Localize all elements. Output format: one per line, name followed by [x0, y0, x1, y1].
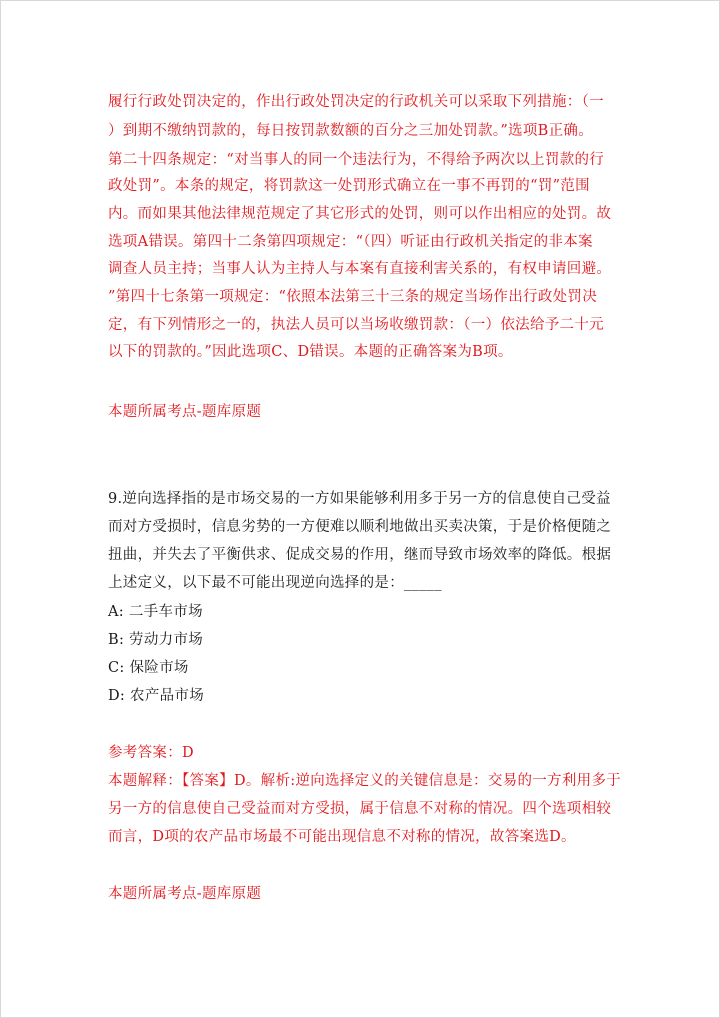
explanation-line: 以下的罚款的。”因此选项C、D错误。本题的正确答案为B项。	[108, 344, 513, 360]
source-tag-previous: 本题所属考点-题库原题	[108, 404, 262, 420]
explanation-line: ”第四十七条第一项规定：“依照本法第三十三条的规定当场作出行政处罚决	[108, 289, 598, 305]
option-c: C: 保险市场	[108, 660, 189, 676]
explanation-line: 调查人员主持；当事人认为主持人与本案有直接利害关系的，有权申请回避。	[108, 261, 612, 277]
explanation-line: 另一方的信息使自己受益而对方受损，属于信息不对称的情况。四个选项相较	[108, 801, 612, 817]
explanation-line: ）到期不缴纳罚款的，每日按罚款数额的百分之三加处罚款。”选项B正确。	[108, 123, 594, 139]
question-line: 上述定义，以下最不可能出现逆向选择的是：_____	[108, 575, 442, 591]
question-line: 扭曲，并失去了平衡供求、促成交易的作用，继而导致市场效率的降低。根据	[108, 547, 612, 563]
explanation-line: 选项A错误。第四十二条第四项规定：“（四）听证由行政机关指定的非本案	[108, 234, 593, 250]
option-d: D: 农产品市场	[108, 688, 205, 704]
explanation-line: 履行行政处罚决定的，作出行政处罚决定的行政机关可以采取下列措施：（一	[108, 94, 604, 110]
explanation-line: 而言，D项的农产品市场最不可能出现信息不对称的情况，故答案选D。	[108, 829, 576, 845]
question-line: 9.逆向选择指的是市场交易的一方如果能够利用多于另一方的信息使自己受益	[108, 491, 611, 507]
source-tag: 本题所属考点-题库原题	[108, 886, 262, 902]
reference-answer: 参考答案：D	[108, 745, 194, 761]
explanation-line: 政处罚”。本条的规定，将罚款这一处罚形式确立在一事不再罚的“罚”范围	[108, 178, 590, 194]
explanation-line: 本题解释：【答案】D。解析:逆向选择定义的关键信息是：交易的一方利用多于	[108, 773, 622, 789]
question-line: 而对方受损时，信息劣势的一方便难以顺利地做出买卖决策，于是价格便随之	[108, 519, 612, 535]
explanation-line: 内。而如果其他法律规范规定了其它形式的处罚，则可以作出相应的处罚。故	[108, 206, 612, 222]
option-a: A: 二手车市场	[108, 604, 203, 620]
option-b: B: 劳动力市场	[108, 632, 204, 648]
explanation-line: 定，有下列情形之一的，执法人员可以当场收缴罚款：（一）依法给予二十元	[108, 317, 604, 333]
explanation-line: 第二十四条规定：“对当事人的同一个违法行为，不得给予两次以上罚款的行	[108, 152, 605, 168]
